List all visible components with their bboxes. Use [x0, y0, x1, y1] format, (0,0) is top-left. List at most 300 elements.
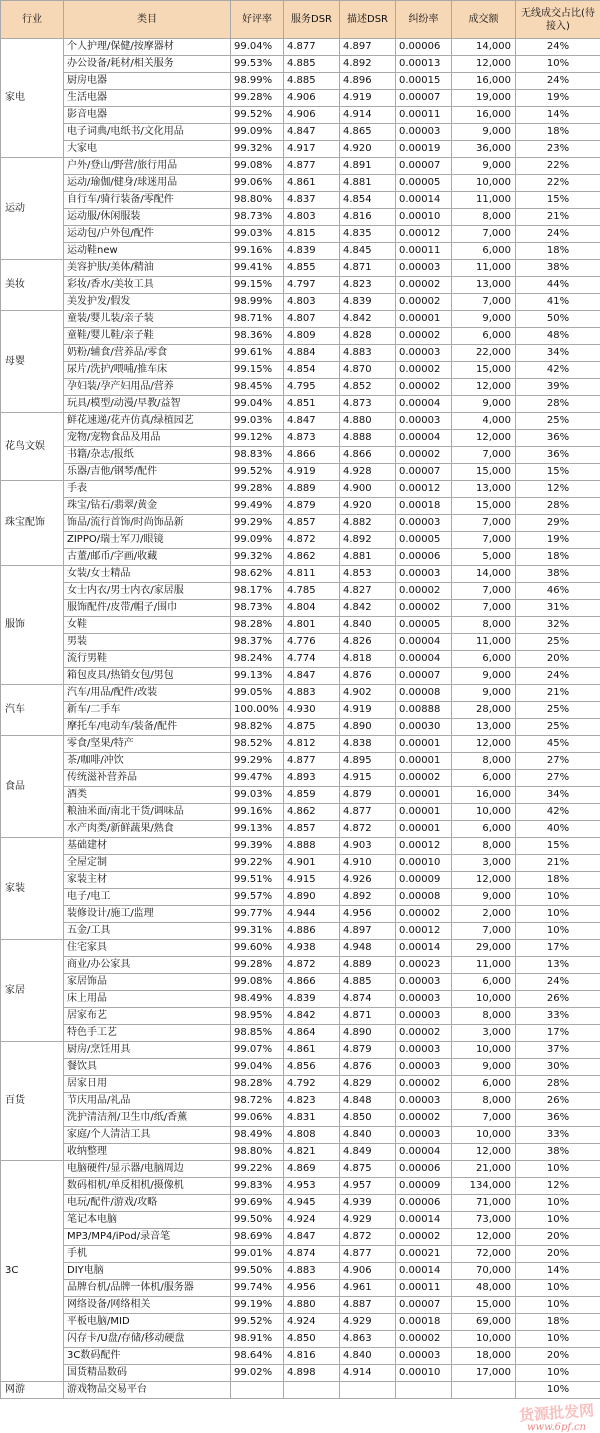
dispute-rate-cell: 0.00003	[396, 413, 452, 430]
mobile-share-cell: 10%	[516, 1212, 600, 1229]
service-dsr-cell	[284, 1382, 340, 1399]
service-dsr-cell: 4.880	[284, 1297, 340, 1314]
dispute-rate-cell: 0.00013	[396, 56, 452, 73]
description-dsr-cell: 4.853	[340, 566, 396, 583]
turnover-cell: 7,000	[452, 294, 516, 311]
dispute-rate-cell: 0.00006	[396, 1195, 452, 1212]
dispute-rate-cell: 0.00003	[396, 1059, 452, 1076]
service-dsr-cell: 4.861	[284, 175, 340, 192]
description-dsr-cell: 4.929	[340, 1212, 396, 1229]
category-cell: 居家日用	[64, 1076, 231, 1093]
dispute-rate-cell: 0.00018	[396, 1314, 452, 1331]
description-dsr-cell: 4.840	[340, 617, 396, 634]
positive-rate-cell: 99.41%	[231, 260, 284, 277]
mobile-share-cell: 42%	[516, 362, 600, 379]
positive-rate-cell: 98.71%	[231, 311, 284, 328]
header-service-dsr: 服务DSR	[284, 1, 340, 39]
turnover-cell: 14,000	[452, 566, 516, 583]
mobile-share-cell: 25%	[516, 719, 600, 736]
positive-rate-cell: 99.15%	[231, 362, 284, 379]
positive-rate-cell: 99.16%	[231, 804, 284, 821]
description-dsr-cell: 4.842	[340, 311, 396, 328]
mobile-share-cell: 10%	[516, 906, 600, 923]
description-dsr-cell: 4.919	[340, 702, 396, 719]
description-dsr-cell: 4.897	[340, 39, 396, 56]
service-dsr-cell: 4.906	[284, 90, 340, 107]
mobile-share-cell: 23%	[516, 141, 600, 158]
table-row	[1, 107, 600, 124]
positive-rate-cell: 99.60%	[231, 940, 284, 957]
service-dsr-cell: 4.815	[284, 226, 340, 243]
table-row	[1, 821, 600, 838]
table-row	[1, 158, 600, 175]
category-cell: DIY电脑	[64, 1263, 231, 1280]
positive-rate-cell: 99.02%	[231, 1365, 284, 1382]
service-dsr-cell: 4.866	[284, 447, 340, 464]
table-row	[1, 991, 600, 1008]
turnover-cell: 72,000	[452, 1246, 516, 1263]
category-cell: 零食/坚果/特产	[64, 736, 231, 753]
dispute-rate-cell: 0.00003	[396, 1008, 452, 1025]
category-cell: 摩托车/电动车/装备/配件	[64, 719, 231, 736]
header-positive-rate: 好评率	[231, 1, 284, 39]
positive-rate-cell: 99.29%	[231, 753, 284, 770]
dispute-rate-cell: 0.00015	[396, 73, 452, 90]
description-dsr-cell: 4.877	[340, 804, 396, 821]
service-dsr-cell: 4.859	[284, 787, 340, 804]
mobile-share-cell: 28%	[516, 498, 600, 515]
mobile-share-cell: 22%	[516, 158, 600, 175]
turnover-cell: 9,000	[452, 668, 516, 685]
mobile-share-cell: 10%	[516, 1297, 600, 1314]
table-row	[1, 226, 600, 243]
description-dsr-cell: 4.948	[340, 940, 396, 957]
turnover-cell: 11,000	[452, 634, 516, 651]
dispute-rate-cell: 0.00002	[396, 379, 452, 396]
service-dsr-cell: 4.776	[284, 634, 340, 651]
turnover-cell: 12,000	[452, 1229, 516, 1246]
turnover-cell: 36,000	[452, 141, 516, 158]
mobile-share-cell: 17%	[516, 1025, 600, 1042]
dispute-rate-cell: 0.00003	[396, 345, 452, 362]
table-row	[1, 1008, 600, 1025]
service-dsr-cell: 4.879	[284, 498, 340, 515]
category-cell: ZIPPO/瑞士军刀/眼镜	[64, 532, 231, 549]
mobile-share-cell: 48%	[516, 328, 600, 345]
dispute-rate-cell: 0.00023	[396, 957, 452, 974]
positive-rate-cell: 98.28%	[231, 1076, 284, 1093]
industry-cell: 珠宝配饰	[1, 481, 64, 566]
turnover-cell: 8,000	[452, 1093, 516, 1110]
category-cell: 古董/邮币/字画/收藏	[64, 549, 231, 566]
dispute-rate-cell: 0.00006	[396, 1161, 452, 1178]
description-dsr-cell: 4.865	[340, 124, 396, 141]
dispute-rate-cell: 0.00007	[396, 1297, 452, 1314]
mobile-share-cell: 34%	[516, 345, 600, 362]
category-cell: 笔记本电脑	[64, 1212, 231, 1229]
positive-rate-cell: 98.91%	[231, 1331, 284, 1348]
positive-rate-cell: 98.28%	[231, 617, 284, 634]
category-cell: 尿片/洗护/喂哺/推车床	[64, 362, 231, 379]
description-dsr-cell: 4.890	[340, 719, 396, 736]
category-cell: 女鞋	[64, 617, 231, 634]
service-dsr-cell: 4.885	[284, 73, 340, 90]
mobile-share-cell: 25%	[516, 413, 600, 430]
description-dsr-cell: 4.915	[340, 770, 396, 787]
mobile-share-cell: 20%	[516, 1246, 600, 1263]
positive-rate-cell: 99.03%	[231, 226, 284, 243]
mobile-share-cell: 15%	[516, 838, 600, 855]
category-cell: 网络设备/网络相关	[64, 1297, 231, 1314]
category-cell: 童装/婴儿装/亲子装	[64, 311, 231, 328]
dispute-rate-cell: 0.00014	[396, 940, 452, 957]
mobile-share-cell: 12%	[516, 1178, 600, 1195]
table-row	[1, 379, 600, 396]
industry-cell: 百货	[1, 1042, 64, 1161]
turnover-cell: 71,000	[452, 1195, 516, 1212]
mobile-share-cell: 44%	[516, 277, 600, 294]
description-dsr-cell: 4.879	[340, 787, 396, 804]
table-row	[1, 583, 600, 600]
category-cell: 游戏物品交易平台	[64, 1382, 231, 1399]
service-dsr-cell: 4.862	[284, 804, 340, 821]
category-cell: 汽车/用品/配件/改装	[64, 685, 231, 702]
watermark-logo: 货源批发网	[518, 1399, 594, 1425]
category-cell: 电子词典/电纸书/文化用品	[64, 124, 231, 141]
category-cell: 美容护肤/美体/精油	[64, 260, 231, 277]
table-row	[1, 39, 600, 56]
dispute-rate-cell: 0.00002	[396, 1110, 452, 1127]
dispute-rate-cell: 0.00010	[396, 209, 452, 226]
service-dsr-cell: 4.883	[284, 685, 340, 702]
turnover-cell: 7,000	[452, 1110, 516, 1127]
description-dsr-cell: 4.879	[340, 1042, 396, 1059]
table-row	[1, 430, 600, 447]
positive-rate-cell: 98.80%	[231, 1144, 284, 1161]
dispute-rate-cell: 0.00002	[396, 362, 452, 379]
mobile-share-cell: 19%	[516, 90, 600, 107]
service-dsr-cell: 4.877	[284, 158, 340, 175]
mobile-share-cell: 21%	[516, 685, 600, 702]
mobile-share-cell: 18%	[516, 124, 600, 141]
description-dsr-cell: 4.914	[340, 1365, 396, 1382]
category-cell: 数码相机/单反相机/摄像机	[64, 1178, 231, 1195]
turnover-cell: 73,000	[452, 1212, 516, 1229]
dispute-rate-cell: 0.00001	[396, 753, 452, 770]
table-row	[1, 498, 600, 515]
table-row	[1, 549, 600, 566]
dispute-rate-cell: 0.00002	[396, 770, 452, 787]
table-row	[1, 957, 600, 974]
turnover-cell: 10,000	[452, 175, 516, 192]
table-row	[1, 175, 600, 192]
turnover-cell: 28,000	[452, 702, 516, 719]
table-body	[1, 39, 600, 1399]
dispute-rate-cell: 0.00008	[396, 685, 452, 702]
table-row	[1, 73, 600, 90]
service-dsr-cell: 4.797	[284, 277, 340, 294]
description-dsr-cell: 4.885	[340, 974, 396, 991]
positive-rate-cell: 99.05%	[231, 685, 284, 702]
category-cell: 手机	[64, 1246, 231, 1263]
category-cell: 珠宝/钻石/翡翠/黄金	[64, 498, 231, 515]
description-dsr-cell: 4.849	[340, 1144, 396, 1161]
description-dsr-cell: 4.888	[340, 430, 396, 447]
service-dsr-cell: 4.774	[284, 651, 340, 668]
turnover-cell: 6,000	[452, 974, 516, 991]
positive-rate-cell: 98.62%	[231, 566, 284, 583]
turnover-cell: 8,000	[452, 617, 516, 634]
turnover-cell: 29,000	[452, 940, 516, 957]
turnover-cell: 8,000	[452, 1008, 516, 1025]
dispute-rate-cell: 0.00002	[396, 294, 452, 311]
positive-rate-cell: 99.06%	[231, 175, 284, 192]
category-cell: 大家电	[64, 141, 231, 158]
positive-rate-cell: 99.61%	[231, 345, 284, 362]
description-dsr-cell: 4.890	[340, 1025, 396, 1042]
positive-rate-cell: 98.73%	[231, 600, 284, 617]
category-cell: 运动/瑜伽/健身/球迷用品	[64, 175, 231, 192]
mobile-share-cell: 15%	[516, 464, 600, 481]
mobile-share-cell: 21%	[516, 855, 600, 872]
service-dsr-cell: 4.808	[284, 1127, 340, 1144]
dispute-rate-cell: 0.00003	[396, 1127, 452, 1144]
positive-rate-cell: 99.52%	[231, 107, 284, 124]
dispute-rate-cell: 0.00003	[396, 566, 452, 583]
service-dsr-cell: 4.930	[284, 702, 340, 719]
turnover-cell: 18,000	[452, 1348, 516, 1365]
category-cell: 流行男鞋	[64, 651, 231, 668]
mobile-share-cell: 33%	[516, 1127, 600, 1144]
positive-rate-cell: 98.64%	[231, 1348, 284, 1365]
mobile-share-cell: 38%	[516, 1144, 600, 1161]
positive-rate-cell: 99.50%	[231, 1212, 284, 1229]
mobile-share-cell: 27%	[516, 770, 600, 787]
category-cell: 影音电器	[64, 107, 231, 124]
turnover-cell: 11,000	[452, 260, 516, 277]
dispute-rate-cell: 0.00001	[396, 787, 452, 804]
service-dsr-cell: 4.893	[284, 770, 340, 787]
category-cell: 女士内衣/男士内衣/家居服	[64, 583, 231, 600]
turnover-cell: 8,000	[452, 209, 516, 226]
dispute-rate-cell: 0.00004	[396, 1144, 452, 1161]
category-cell: 自行车/骑行装备/零配件	[64, 192, 231, 209]
table-row	[1, 294, 600, 311]
service-dsr-cell: 4.801	[284, 617, 340, 634]
table-row	[1, 855, 600, 872]
dispute-rate-cell: 0.00001	[396, 821, 452, 838]
dispute-rate-cell: 0.00012	[396, 838, 452, 855]
table-row	[1, 1229, 600, 1246]
category-cell: 电脑硬件/显示器/电脑周边	[64, 1161, 231, 1178]
service-dsr-cell: 4.875	[284, 719, 340, 736]
turnover-cell: 16,000	[452, 73, 516, 90]
mobile-share-cell: 10%	[516, 923, 600, 940]
category-cell: 商业/办公家具	[64, 957, 231, 974]
service-dsr-cell: 4.866	[284, 974, 340, 991]
description-dsr-cell: 4.891	[340, 158, 396, 175]
positive-rate-cell: 99.03%	[231, 787, 284, 804]
industry-cell: 美妆	[1, 260, 64, 311]
table-row	[1, 1059, 600, 1076]
service-dsr-cell: 4.945	[284, 1195, 340, 1212]
turnover-cell: 11,000	[452, 957, 516, 974]
category-cell: 厨房电器	[64, 73, 231, 90]
positive-rate-cell: 99.22%	[231, 855, 284, 872]
turnover-cell: 7,000	[452, 226, 516, 243]
table-row	[1, 209, 600, 226]
mobile-share-cell: 46%	[516, 583, 600, 600]
dispute-rate-cell: 0.00002	[396, 1025, 452, 1042]
table-row	[1, 1161, 600, 1178]
positive-rate-cell: 99.51%	[231, 872, 284, 889]
service-dsr-cell: 4.924	[284, 1314, 340, 1331]
header-mobile-share: 无线成交占比(待接入)	[516, 1, 600, 39]
service-dsr-cell: 4.869	[284, 1161, 340, 1178]
dispute-rate-cell: 0.00011	[396, 107, 452, 124]
header-industry: 行业	[1, 1, 64, 39]
table-row	[1, 1195, 600, 1212]
description-dsr-cell: 4.881	[340, 175, 396, 192]
turnover-cell: 9,000	[452, 158, 516, 175]
mobile-share-cell: 14%	[516, 1263, 600, 1280]
turnover-cell: 10,000	[452, 1042, 516, 1059]
dispute-rate-cell: 0.00003	[396, 1093, 452, 1110]
category-cell: 粮油米面/南北干货/调味品	[64, 804, 231, 821]
service-dsr-cell: 4.837	[284, 192, 340, 209]
service-dsr-cell: 4.915	[284, 872, 340, 889]
turnover-cell: 19,000	[452, 90, 516, 107]
service-dsr-cell: 4.861	[284, 1042, 340, 1059]
table-row	[1, 753, 600, 770]
service-dsr-cell: 4.924	[284, 1212, 340, 1229]
category-cell: 新车/二手车	[64, 702, 231, 719]
positive-rate-cell: 99.39%	[231, 838, 284, 855]
table-row	[1, 1280, 600, 1297]
mobile-share-cell: 33%	[516, 1008, 600, 1025]
mobile-share-cell: 21%	[516, 209, 600, 226]
category-cell: 酒类	[64, 787, 231, 804]
dispute-rate-cell: 0.00009	[396, 1178, 452, 1195]
service-dsr-cell: 4.856	[284, 1059, 340, 1076]
service-dsr-cell: 4.795	[284, 379, 340, 396]
table-row	[1, 651, 600, 668]
table-row	[1, 719, 600, 736]
description-dsr-cell: 4.939	[340, 1195, 396, 1212]
turnover-cell: 17,000	[452, 1365, 516, 1382]
positive-rate-cell: 98.49%	[231, 1127, 284, 1144]
positive-rate-cell: 98.73%	[231, 209, 284, 226]
industry-cell: 服饰	[1, 566, 64, 685]
dispute-rate-cell: 0.00888	[396, 702, 452, 719]
service-dsr-cell: 4.851	[284, 396, 340, 413]
dispute-rate-cell: 0.00006	[396, 549, 452, 566]
category-cell: 国货精品数码	[64, 1365, 231, 1382]
category-cell: 运动包/户外包/配件	[64, 226, 231, 243]
dispute-rate-cell: 0.00003	[396, 1348, 452, 1365]
description-dsr-cell: 4.871	[340, 260, 396, 277]
positive-rate-cell: 99.77%	[231, 906, 284, 923]
turnover-cell: 12,000	[452, 736, 516, 753]
mobile-share-cell: 39%	[516, 379, 600, 396]
turnover-cell: 69,000	[452, 1314, 516, 1331]
category-cell: 鲜花速递/花卉仿真/绿植园艺	[64, 413, 231, 430]
turnover-cell: 16,000	[452, 107, 516, 124]
turnover-cell: 9,000	[452, 1059, 516, 1076]
turnover-cell	[452, 1382, 516, 1399]
service-dsr-cell: 4.889	[284, 481, 340, 498]
service-dsr-cell: 4.812	[284, 736, 340, 753]
turnover-cell: 21,000	[452, 1161, 516, 1178]
dispute-rate-cell: 0.00002	[396, 447, 452, 464]
mobile-share-cell: 10%	[516, 1280, 600, 1297]
service-dsr-cell: 4.890	[284, 889, 340, 906]
table-row	[1, 600, 600, 617]
table-row	[1, 1348, 600, 1365]
service-dsr-cell: 4.839	[284, 991, 340, 1008]
description-dsr-cell: 4.903	[340, 838, 396, 855]
table-row	[1, 277, 600, 294]
industry-cell: 家电	[1, 39, 64, 158]
table-row	[1, 1263, 600, 1280]
mobile-share-cell: 26%	[516, 991, 600, 1008]
mobile-share-cell: 24%	[516, 226, 600, 243]
category-cell: 女装/女士精品	[64, 566, 231, 583]
service-dsr-cell: 4.857	[284, 515, 340, 532]
category-cell: 办公设备/耗材/相关服务	[64, 56, 231, 73]
table-row	[1, 889, 600, 906]
positive-rate-cell: 99.01%	[231, 1246, 284, 1263]
dispute-rate-cell: 0.00004	[396, 634, 452, 651]
dispute-rate-cell: 0.00007	[396, 464, 452, 481]
table-row	[1, 464, 600, 481]
dispute-rate-cell: 0.00004	[396, 651, 452, 668]
positive-rate-cell: 99.08%	[231, 974, 284, 991]
description-dsr-cell: 4.880	[340, 413, 396, 430]
table-row	[1, 566, 600, 583]
positive-rate-cell: 98.99%	[231, 73, 284, 90]
turnover-cell: 6,000	[452, 821, 516, 838]
category-cell: 餐饮具	[64, 1059, 231, 1076]
service-dsr-cell: 4.956	[284, 1280, 340, 1297]
service-dsr-cell: 4.872	[284, 532, 340, 549]
category-cell: 床上用品	[64, 991, 231, 1008]
category-cell: 电玩/配件/游戏/攻略	[64, 1195, 231, 1212]
turnover-cell: 7,000	[452, 600, 516, 617]
turnover-cell: 10,000	[452, 991, 516, 1008]
turnover-cell: 9,000	[452, 889, 516, 906]
mobile-share-cell: 31%	[516, 600, 600, 617]
category-cell: 童鞋/婴儿鞋/亲子鞋	[64, 328, 231, 345]
description-dsr-cell: 4.895	[340, 753, 396, 770]
turnover-cell: 5,000	[452, 549, 516, 566]
mobile-share-cell: 36%	[516, 447, 600, 464]
header-row	[1, 1, 600, 39]
category-cell: 彩妆/香水/美妆工具	[64, 277, 231, 294]
description-dsr-cell: 4.816	[340, 209, 396, 226]
turnover-cell: 134,000	[452, 1178, 516, 1195]
table-row	[1, 1025, 600, 1042]
dispute-rate-cell: 0.00005	[396, 175, 452, 192]
service-dsr-cell: 4.884	[284, 345, 340, 362]
table-row	[1, 192, 600, 209]
positive-rate-cell: 98.52%	[231, 736, 284, 753]
table-row	[1, 685, 600, 702]
turnover-cell: 7,000	[452, 532, 516, 549]
mobile-share-cell: 10%	[516, 1195, 600, 1212]
mobile-share-cell: 45%	[516, 736, 600, 753]
turnover-cell: 12,000	[452, 379, 516, 396]
